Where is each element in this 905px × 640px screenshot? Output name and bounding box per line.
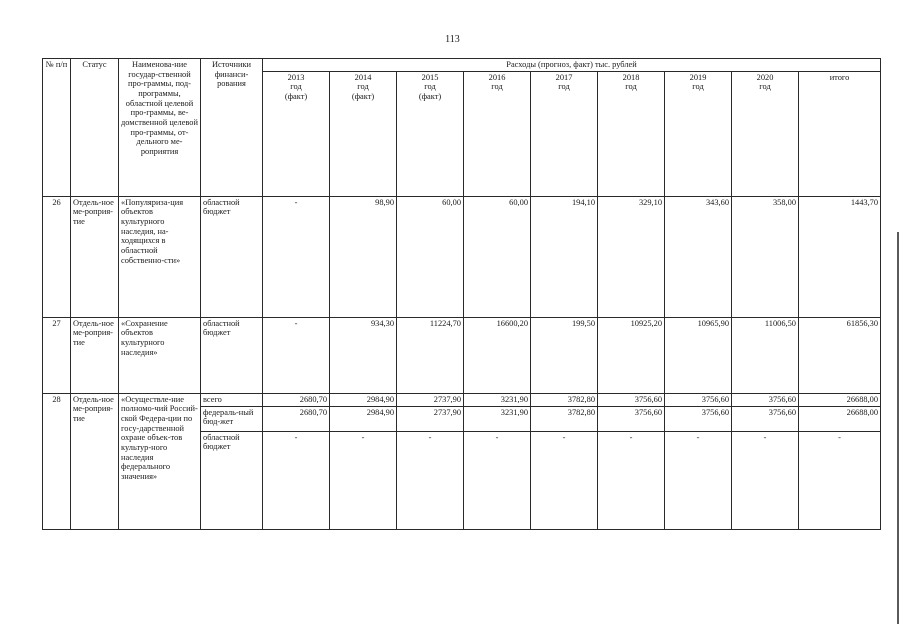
value-2017: 199,50 bbox=[531, 317, 598, 393]
value-2018: 3756,60 bbox=[598, 406, 665, 431]
year-note: (факт) bbox=[351, 91, 375, 101]
row-source: областной бюджет bbox=[201, 317, 263, 393]
header-expenses: Расходы (прогноз, факт) тыс. рублей bbox=[263, 59, 881, 72]
value-2014: 934,30 bbox=[330, 317, 397, 393]
row-name: «Популяриза-ция объектов культурного наследия, на-ходящихся в областной собственно-сти» bbox=[119, 196, 201, 317]
value-total: 61856,30 bbox=[799, 317, 881, 393]
value-2018: 329,10 bbox=[598, 196, 665, 317]
year-value: 2016 bbox=[488, 72, 506, 82]
value-2014: - bbox=[330, 431, 397, 529]
header-status: Статус bbox=[71, 59, 119, 197]
value-2016: 3231,90 bbox=[464, 406, 531, 431]
scan-edge-line bbox=[897, 232, 899, 624]
value-2019: 3756,60 bbox=[665, 393, 732, 406]
value-2020: - bbox=[732, 431, 799, 529]
header-source: Источники финанси-рования bbox=[201, 59, 263, 197]
value-2019: 3756,60 bbox=[665, 406, 732, 431]
value-2015: 2737,90 bbox=[397, 393, 464, 406]
value-2014: 98,90 bbox=[330, 196, 397, 317]
header-year-2018 bbox=[598, 71, 665, 196]
budget-table bbox=[42, 58, 881, 530]
value-2017: 3782,80 bbox=[531, 406, 598, 431]
year-unit: год bbox=[759, 82, 771, 92]
header-year-2020 bbox=[732, 71, 799, 196]
year-unit: год bbox=[491, 82, 503, 92]
value-2017: 194,10 bbox=[531, 196, 598, 317]
header-year-2014 bbox=[330, 71, 397, 196]
row-name: «Сохранение объектов культурного наследия» bbox=[119, 317, 201, 393]
value-2018: - bbox=[598, 431, 665, 529]
year-unit: год bbox=[424, 82, 436, 92]
value-2013: - bbox=[263, 196, 330, 317]
value-2016: 3231,90 bbox=[464, 393, 531, 406]
page-number: 113 bbox=[445, 34, 460, 45]
year-value: 2020 bbox=[756, 72, 774, 82]
value-2016: - bbox=[464, 431, 531, 529]
value-2016: 16600,20 bbox=[464, 317, 531, 393]
header-name: Наименова-ние государ-ственной про-граммы, под-программы, областной целевой про-граммы, ве-домственной целевой про-граммы, от-дельного ме-роприятия bbox=[119, 59, 201, 197]
row-num: 27 bbox=[43, 317, 71, 393]
year-value: 2013 bbox=[287, 72, 305, 82]
row-status: Отдель-ное ме-роприя-тие bbox=[71, 393, 119, 529]
value-2020: 11006,50 bbox=[732, 317, 799, 393]
year-unit: год bbox=[357, 82, 369, 92]
value-2018: 3756,60 bbox=[598, 393, 665, 406]
value-2020: 3756,60 bbox=[732, 393, 799, 406]
year-value: 2015 bbox=[421, 72, 439, 82]
value-2018: 10925,20 bbox=[598, 317, 665, 393]
year-value: 2017 bbox=[555, 72, 573, 82]
value-total: 26688,00 bbox=[799, 406, 881, 431]
value-2014: 2984,90 bbox=[330, 406, 397, 431]
row-source: всего bbox=[201, 393, 263, 406]
value-2020: 358,00 bbox=[732, 196, 799, 317]
row-status: Отдель-ное ме-роприя-тие bbox=[71, 317, 119, 393]
year-unit: год bbox=[290, 82, 302, 92]
table-body bbox=[43, 196, 881, 529]
year-unit: год bbox=[692, 82, 704, 92]
value-2013: 2680,70 bbox=[263, 393, 330, 406]
value-2014: 2984,90 bbox=[330, 393, 397, 406]
value-2016: 60,00 bbox=[464, 196, 531, 317]
value-2013: 2680,70 bbox=[263, 406, 330, 431]
year-unit: год bbox=[625, 82, 637, 92]
row-name: «Осуществле-ние полномо-чий Россий-ской Федера-ции по госу-дарственной охране объек-тов культур-ного наследия федерального значения» bbox=[119, 393, 201, 529]
header-num: № п/п bbox=[43, 59, 71, 197]
value-2020: 3756,60 bbox=[732, 406, 799, 431]
year-note: (факт) bbox=[284, 91, 308, 101]
header-year-2013 bbox=[263, 71, 330, 196]
table-header bbox=[43, 59, 881, 197]
table-row bbox=[43, 317, 881, 393]
year-value: 2018 bbox=[622, 72, 640, 82]
value-2015: 60,00 bbox=[397, 196, 464, 317]
header-row-1 bbox=[43, 59, 881, 72]
value-2019: 10965,90 bbox=[665, 317, 732, 393]
row-num: 26 bbox=[43, 196, 71, 317]
year-unit: год bbox=[558, 82, 570, 92]
table-row bbox=[43, 196, 881, 317]
year-note: (факт) bbox=[418, 91, 442, 101]
header-year-2016 bbox=[464, 71, 531, 196]
header-year-2019 bbox=[665, 71, 732, 196]
header-year-2017 bbox=[531, 71, 598, 196]
year-value: 2014 bbox=[354, 72, 372, 82]
value-2015: 11224,70 bbox=[397, 317, 464, 393]
row-source: областной бюджет bbox=[201, 196, 263, 317]
value-total: - bbox=[799, 431, 881, 529]
row-num: 28 bbox=[43, 393, 71, 529]
value-2019: 343,60 bbox=[665, 196, 732, 317]
header-total: итого bbox=[799, 71, 881, 196]
value-total: 1443,70 bbox=[799, 196, 881, 317]
value-2015: 2737,90 bbox=[397, 406, 464, 431]
value-2017: 3782,80 bbox=[531, 393, 598, 406]
row-status: Отдель-ное ме-роприя-тие bbox=[71, 196, 119, 317]
row-source: федераль-ный бюд-жет bbox=[201, 406, 263, 431]
header-year-2015 bbox=[397, 71, 464, 196]
table-row bbox=[43, 393, 881, 406]
value-2013: - bbox=[263, 317, 330, 393]
row-source: областной бюджет bbox=[201, 431, 263, 529]
value-2017: - bbox=[531, 431, 598, 529]
value-2013: - bbox=[263, 431, 330, 529]
value-2019: - bbox=[665, 431, 732, 529]
value-total: 26688,00 bbox=[799, 393, 881, 406]
value-2015: - bbox=[397, 431, 464, 529]
year-value: 2019 bbox=[689, 72, 707, 82]
